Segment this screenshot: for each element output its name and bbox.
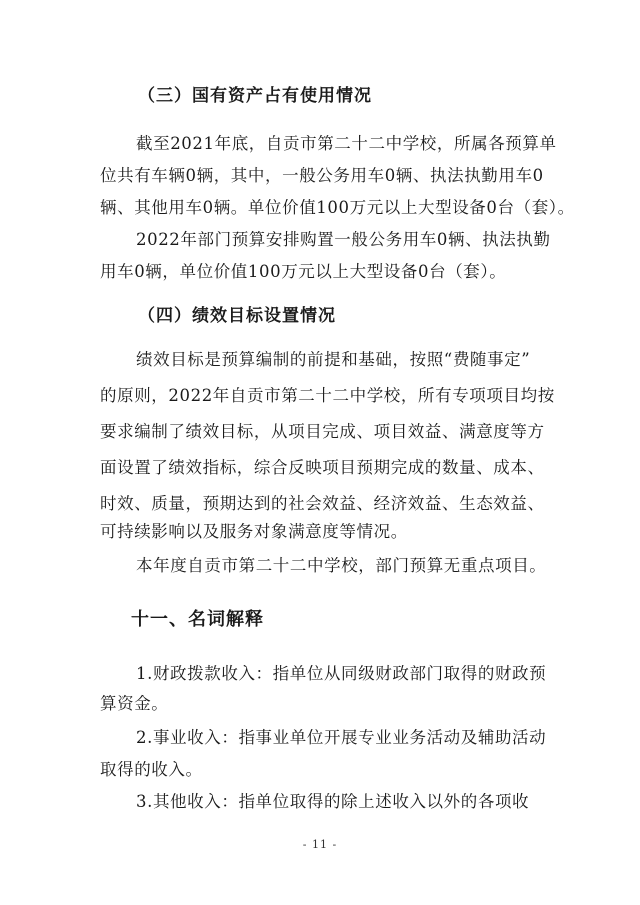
paragraph-line: 位共有车辆0辆，其中，一般公务用车0辆、执法执勤用车0 <box>100 166 544 185</box>
paragraph-line: 要求编制了绩效目标，从项目完成、项目效益、满意度等方 <box>100 422 545 441</box>
paragraph-line: 辆、其他用车0辆。单位价值100万元以上大型设备0台（套）。 <box>100 198 575 217</box>
paragraph-line: 可持续影响以及服务对象满意度等情况。 <box>100 522 408 541</box>
paragraph-line: 时效、质量，预期达到的社会效益、经济效益、生态效益、 <box>100 494 545 513</box>
paragraph-line: 截至2021年底，自贡市第二十二中学校，所属各预算单 <box>136 134 557 153</box>
paragraph-line: 面设置了绩效指标，综合反映项目预期完成的数量、成本、 <box>100 458 545 477</box>
section-heading-glossary: 十一、名词解释 <box>131 609 264 630</box>
paragraph-line: 的原则，2022年自贡市第二十二中学校，所有专项项目均按 <box>100 386 555 405</box>
paragraph-line: 绩效目标是预算编制的前提和基础，按照“费随事定” <box>136 350 531 369</box>
paragraph-line: 本年度自贡市第二十二中学校，部门预算无重点项目。 <box>136 556 547 575</box>
page-number: - 11 - <box>302 838 338 851</box>
glossary-item-line: 1.财政拨款收入：指单位从同级财政部门取得的财政预 <box>136 664 547 683</box>
paragraph-line: 2022年部门预算安排购置一般公务用车0辆、执法执勤 <box>136 230 551 249</box>
glossary-item-line: 算资金。 <box>100 694 169 713</box>
section-heading-assets: （三）国有资产占有使用情况 <box>138 86 372 106</box>
glossary-item-line: 2.事业收入：指事业单位开展专业业务活动及辅助活动 <box>136 728 547 747</box>
paragraph-line: 用车0辆，单位价值100万元以上大型设备0台（套）。 <box>100 262 507 281</box>
glossary-item-line: 取得的收入。 <box>100 760 203 779</box>
section-heading-performance: （四）绩效目标设置情况 <box>138 306 336 326</box>
glossary-item-line: 3.其他收入：指单位取得的除上述收入以外的各项收 <box>136 792 530 811</box>
